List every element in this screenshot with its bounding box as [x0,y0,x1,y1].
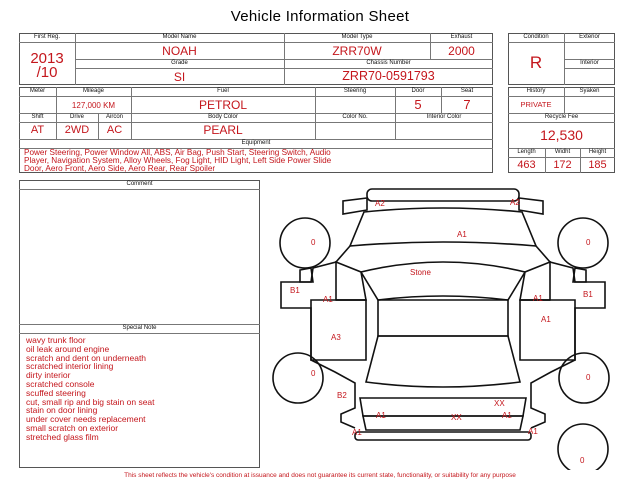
interior-label: Interior [580,60,599,66]
wheel-front-left [280,218,330,268]
equipment-line: Door, Aero Front, Aero Side, Aero Rear, Rear Spoiler [24,164,216,173]
mark-wheel-front-right: 0 [586,238,591,247]
mark-tail-left: A1 [376,411,386,420]
mark-wheel-rear-left: 0 [311,369,316,378]
interior-color-label: Interior Color [426,114,462,120]
color-no-label: Color No. [342,114,368,120]
car-damage-diagram [268,178,620,470]
recycle-fee-value: 12,530 [540,127,583,143]
note-line: oil leak around engine [26,343,110,354]
meter-label: Meter [29,88,46,94]
note-line: wavy trunk floor [26,335,86,345]
note-line: small scratch on exterior [26,422,119,433]
recycle-fee-label: Recycle Fee [544,114,579,120]
note-line: scratched interior lining [26,361,114,372]
first-reg-label: First Reg. [33,34,60,40]
steering-label: Steering [343,88,367,94]
door-value: 5 [414,97,422,112]
comment-label: Comment [126,181,153,187]
chassis-number-value: ZRR70-0591793 [342,69,435,83]
mark-tail-center: XX [451,413,462,422]
front-bumper [367,189,519,201]
exhaust-value: 2000 [448,44,475,58]
chassis-number-label: Chassis Number [366,60,411,66]
syaken-label: Syaken [579,88,600,94]
first-reg-value-month: /10 [36,64,58,81]
mark-spare-wheel: 0 [580,456,585,465]
equipment-line: Power Steering, Power Window All, ABS, Air Bag, Push Start, Steering Switch, Audio [24,148,331,157]
model-type-label: Model Type [341,34,373,40]
special-note-label: Special Note [122,325,157,331]
height-label: Height [588,149,607,155]
seat-value: 7 [463,97,471,112]
note-line: stain on door lining [26,405,98,416]
grade-value: SI [173,70,186,84]
mark-wheel-front-left: 0 [311,238,316,247]
equipment-list [24,149,492,173]
width-label: Widht [554,149,571,155]
condition-value: R [529,53,543,72]
rear-bumper [355,432,531,440]
shift-value: AT [30,124,45,136]
history-value: PRIVATE [520,100,552,109]
body-color-value: PEARL [203,123,243,137]
note-line: cut, small rip and big stain on seat [26,396,155,407]
mark-front-right-corner: A2 [510,198,520,207]
rear-window [366,336,520,387]
mark-front-left-corner: A2 [375,199,385,208]
mark-left-door-front: A1 [323,295,333,304]
grade-label: Grade [171,60,188,66]
mileage-value: 127,000 KM [71,101,116,110]
length-label: Length [517,149,536,155]
mark-left-quarter: B2 [337,391,347,400]
left-body-panel [281,246,355,428]
mark-rear-center-right: XX [494,399,505,408]
special-note-list [26,336,258,442]
mark-bumper-left: A1 [352,428,362,437]
mark-wheel-rear-right: 0 [586,373,591,382]
mark-tail-right: A1 [502,411,512,420]
note-line: stretched glass film [26,431,99,442]
door-label: Door [411,88,425,94]
body-color-label: Body Color [208,114,238,120]
left-door [311,300,366,360]
roof-panel [378,300,508,336]
rear-lower-panel [363,416,523,430]
wheel-front-right [558,218,608,268]
note-line: dirty interior [26,370,71,381]
fuel-value: PETROL [198,98,247,112]
model-type-value: ZRR70W [332,44,382,58]
equipment-label: Equipment [241,140,271,146]
mileage-label: Mileage [82,88,104,94]
mark-left-fender: B1 [290,286,300,295]
mark-hood-front: A1 [457,230,467,239]
drive-value: 2WD [64,124,90,136]
disclaimer-footer: This sheet reflects the vehicle's condition at issuance and does not guarantee its current state, functionality, or suitability for any purpose [124,472,516,479]
drive-label: Drive [69,114,84,120]
aircon-label: Aircon [105,114,123,120]
condition-label: Condition [523,34,549,40]
mark-bumper-right: A1 [528,427,538,436]
exhaust-label: Exhaust [450,34,473,40]
length-value: 463 [517,159,536,171]
equipment-line: Player, Navigation System, Alloy Wheels, Fog Light, HID Light, Left Side Power Slide [24,156,332,165]
windshield [361,262,525,300]
fuel-label: Fuel [217,88,229,94]
aircon-value: AC [106,124,123,136]
model-name-label: Model Name [162,34,197,40]
wheel-rear-right [559,353,609,403]
hood [350,208,536,246]
right-door [520,300,575,360]
note-line: scratched console [26,378,95,389]
note-line: under cover needs replacement [26,414,146,425]
note-line: scuffed steering [26,387,86,398]
wheel-rear-left [273,353,323,403]
history-label: History [526,88,546,94]
shift-label: Shift [31,114,44,120]
exterior-label: Exterior [579,34,600,40]
mark-roof: Stone [410,268,431,277]
height-value: 185 [588,159,607,171]
sheet-title: Vehicle Information Sheet [230,8,410,25]
mark-right-fender: B1 [583,290,593,299]
left-front-door [336,262,366,300]
first-reg-value-year: 2013 [30,50,64,67]
mark-right-door-front: A1 [533,294,543,303]
mark-left-door-rear: A3 [331,333,341,342]
width-value: 172 [553,159,572,171]
mark-right-door-rear: A1 [541,315,551,324]
note-line: scratch and dent on underneath [26,352,147,363]
seat-label: Seat [460,88,474,94]
model-name-value: NOAH [162,44,197,58]
